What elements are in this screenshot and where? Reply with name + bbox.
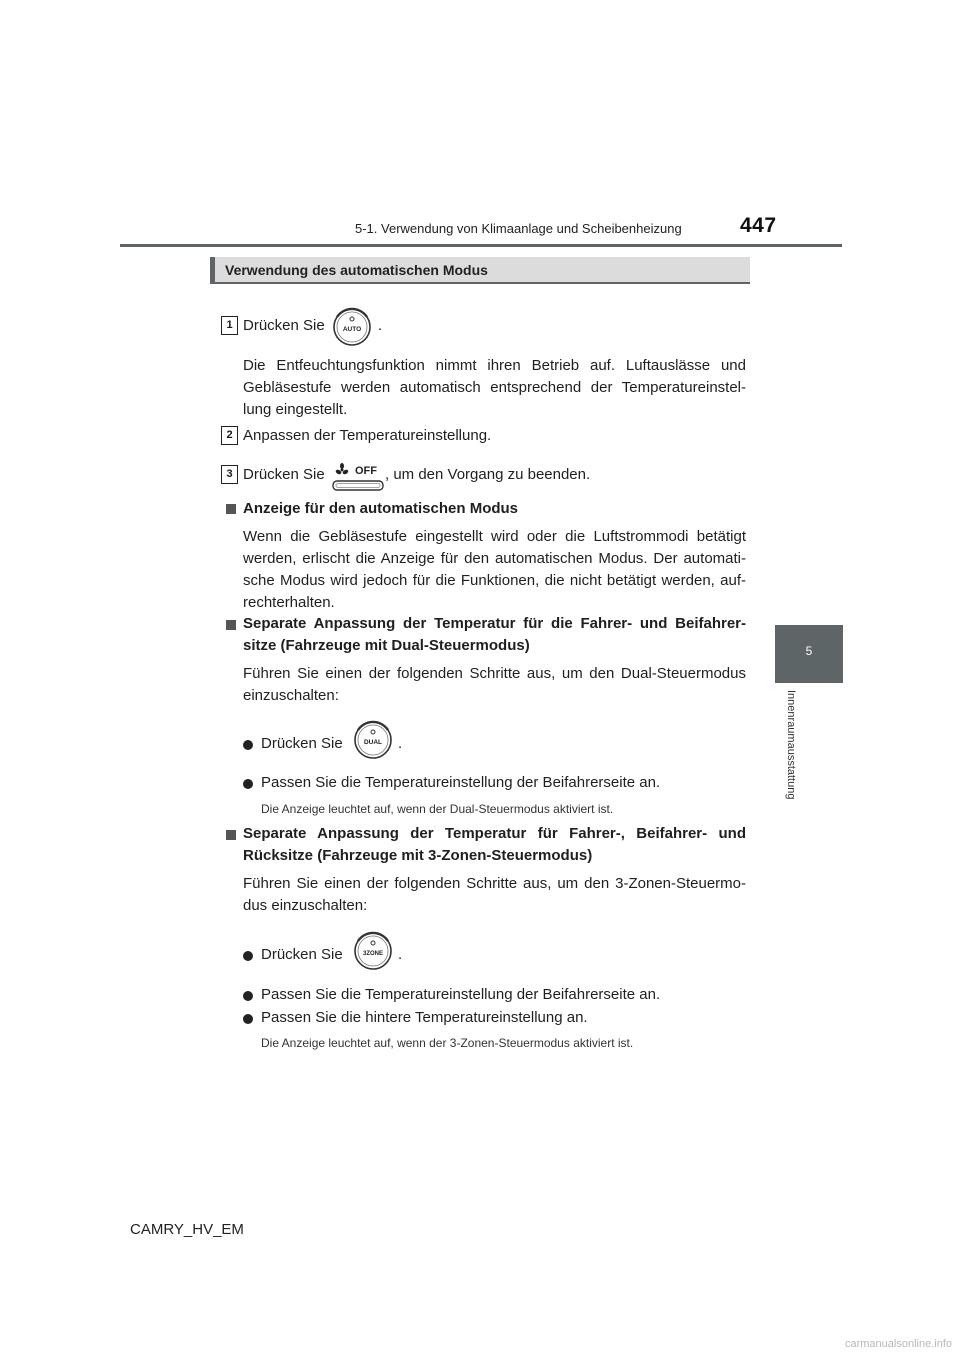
- 3zone-button-label: 3ZONE: [362, 951, 384, 957]
- step-badge-1: 1: [221, 316, 238, 335]
- fan-off-button-icon: [331, 461, 385, 493]
- chapter-tab: [775, 625, 843, 683]
- note-marker-2: [226, 620, 236, 630]
- step-1-detail: Die Entfeuchtungsfunktion nimmt ihren Betrieb auf. Luftauslässe und Gebläsestufe werden automatisch entsprechend der Temperatureinstel-lung eingestellt.: [243, 357, 746, 418]
- document-code: CAMRY_HV_EM: [130, 1221, 244, 1238]
- page-number: 447: [740, 214, 777, 237]
- dual-button-icon: [352, 716, 394, 760]
- 3zone-button-icon: [352, 927, 394, 971]
- running-header: 5-1. Verwendung von Klimaanlage und Scheibenheizung: [355, 221, 682, 236]
- chapter-number: 5: [805, 644, 813, 658]
- svg-text:AUTO: AUTO: [342, 326, 362, 333]
- note-3-title: Separate Anpassung der Temperatur für Fahrer-, Beifahrer- und Rücksitze (Fahrzeuge mit 3-Zonen-Steuermodus): [243, 825, 746, 864]
- note-2-body: Führen Sie einen der folgenden Schritte aus, um den Dual-Steuermodus einzuschalten:: [243, 665, 746, 704]
- note-3-body: Führen Sie einen der folgenden Schritte aus, um den 3-Zonen-Steuermo-dus einzuschalten:: [243, 875, 746, 914]
- note-2-footnote: Die Anzeige leuchtet auf, wenn der Dual-Steuermodus aktiviert ist.: [261, 802, 614, 816]
- note-3-bullet-3: Passen Sie die hintere Temperatureinstellung an.: [261, 1009, 588, 1026]
- note-2-bullet-2: Passen Sie die Temperatureinstellung der Beifahrerseite an.: [261, 774, 661, 791]
- note-3-bullet-2: Passen Sie die Temperatureinstellung der Beifahrerseite an.: [261, 986, 661, 1003]
- bullet-icon: [243, 779, 253, 789]
- bullet-icon: [243, 991, 253, 1001]
- section-title: Verwendung des automatischen Modus: [225, 262, 488, 278]
- dual-button-label: DUAL: [363, 739, 383, 746]
- step-badge-2: 2: [221, 426, 238, 445]
- bullet-icon: [243, 951, 253, 961]
- note-1-title: Anzeige für den automatischen Modus: [243, 500, 519, 517]
- svg-text:OFF: OFF: [355, 465, 377, 477]
- bullet-icon: [243, 1014, 253, 1024]
- note-3-footnote: Die Anzeige leuchtet auf, wenn der 3-Zonen-Steuermodus aktiviert ist.: [261, 1036, 634, 1050]
- chapter-label: Innenraumausstattung: [785, 690, 797, 800]
- note-2-bullet-1-end: .: [398, 735, 403, 752]
- step-3-text: Drücken Sie: [243, 466, 325, 483]
- step-1-text: Drücken Sie: [243, 317, 325, 334]
- bullet-icon: [243, 740, 253, 750]
- auto-button-icon: [331, 303, 373, 347]
- note-1-body: Wenn die Gebläsestufe eingestellt wird oder die Luftstrommodi betätigt werden, erlischt die Anzeige für den automatischen Modus. Der automati-sche Modus wird jedoch für die Funktionen, die nicht betätigt werden, auf-rechterhalten.: [243, 528, 746, 611]
- note-3-bullet-1: Drücken Sie: [261, 946, 343, 963]
- section-title-bar: [210, 257, 750, 284]
- step-2-text: Anpassen der Temperatureinstellung.: [243, 427, 492, 444]
- chapter-label-container: [760, 690, 820, 820]
- note-marker-3: [226, 830, 236, 840]
- step-1-end: .: [378, 317, 383, 334]
- step-3-end: , um den Vorgang zu beenden.: [385, 466, 591, 483]
- note-2-title: Separate Anpassung der Temperatur für die Fahrer- und Beifahrer-sitze (Fahrzeuge mit Dual-Steuermodus): [243, 615, 746, 654]
- note-3-bullet-1-end: .: [398, 946, 403, 963]
- header-divider: [120, 244, 842, 247]
- note-2-bullet-1: Drücken Sie: [261, 735, 343, 752]
- watermark: carmanualsonline.info: [844, 1338, 952, 1350]
- step-badge-3: 3: [221, 465, 238, 484]
- note-marker-1: [226, 504, 236, 514]
